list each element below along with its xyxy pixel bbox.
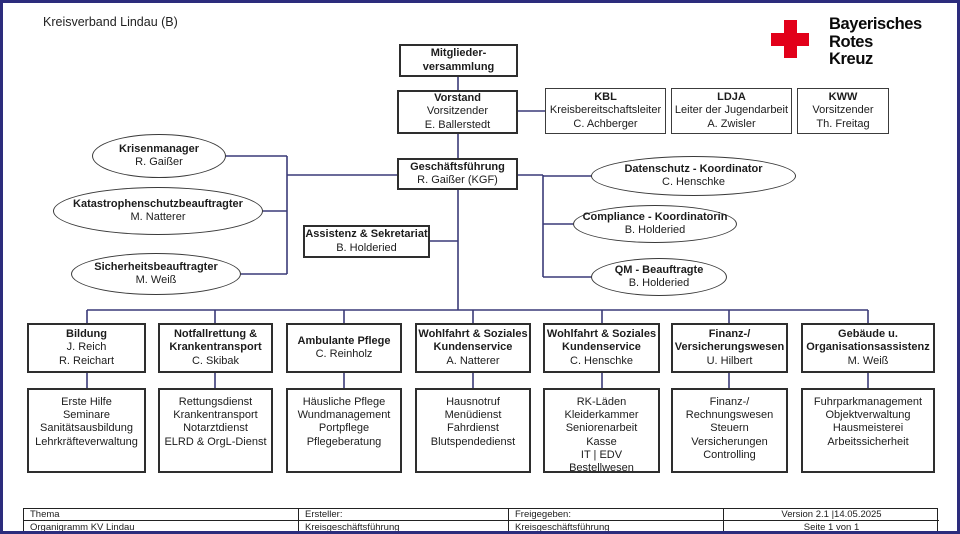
staff-ellipse-qm-beauftragte [591, 258, 727, 296]
staff-name: M. Natterer [130, 211, 186, 223]
node-title-lines [410, 161, 505, 175]
node-title-lines [434, 92, 481, 106]
text-line: Wohlfahrt & Soziales [418, 327, 528, 340]
node-title-lines [594, 91, 617, 105]
text-line: Th. Freitag [816, 117, 870, 130]
text-line: Rechnungswesen [685, 409, 774, 422]
node-title-lines [829, 91, 858, 105]
text-line: Rettungsdienst [178, 396, 253, 408]
text-line: C. Achberger [573, 117, 638, 130]
footer-value-thema: Organigramm KV Lindau [24, 521, 299, 533]
dept-title-lines [66, 328, 107, 342]
text-line: Steuern [710, 422, 749, 435]
node-detail-lines [336, 242, 397, 256]
staff-ellipse-datenschutz-koordinator [591, 156, 796, 196]
dept-detail-lines [570, 355, 633, 369]
node-title-lines [305, 228, 427, 242]
node-title-lines [423, 47, 495, 74]
node-detail-lines [425, 105, 490, 132]
footer-version: Version 2.1 |14.05.2025 [724, 509, 939, 521]
text-line: Mitglieder- [430, 47, 487, 59]
text-line: A. Natterer [446, 354, 500, 367]
text-line: Lehrkräfteverwaltung [35, 435, 138, 448]
dept-detail-lines [848, 355, 889, 369]
text-line: Gebäude u. [838, 327, 898, 340]
text-line: RK-Läden [576, 396, 627, 408]
dept-box-wohlfahrt-kundenservice-henschke [543, 323, 660, 373]
footer-page: Seite 1 von 1 [803, 521, 860, 533]
dept-title-lines [806, 328, 930, 355]
text-line: Seminare [62, 409, 111, 422]
staff-title: Compliance - Koordinatorin [582, 210, 728, 223]
text-line: Kreuz [829, 50, 873, 68]
text-line: Ambulante Pflege [297, 334, 391, 347]
text-line: J. Reich [66, 341, 107, 354]
text-line: Arbeitssicherheit [827, 435, 909, 448]
text-line: Hausmeisterei [832, 422, 904, 435]
dept-detail-lines [192, 355, 239, 369]
staff-name: B. Holderied [628, 277, 690, 289]
staff-name: B. Holderied [624, 224, 686, 236]
text-line: Notfallrettung & [173, 327, 258, 340]
node-kww [797, 88, 889, 134]
text-line: KBL [594, 90, 617, 103]
node-detail-lines [550, 104, 661, 131]
task-box-finanz [671, 388, 788, 473]
text-line: Kundenservice [433, 341, 513, 354]
staff-title: Krisenmanager [118, 142, 200, 155]
staff-ellipse-sicherheitsbeauftragter [71, 253, 241, 295]
dept-box-notfallrettung [158, 323, 273, 373]
dept-title-lines [418, 328, 527, 355]
text-line: E. Ballerstedt [424, 118, 491, 131]
task-box-bildung [27, 388, 146, 473]
text-line: Notarztdienst [183, 422, 248, 435]
text-line: Pflegeberatung [306, 435, 382, 448]
task-box-ambulante-pflege [286, 388, 402, 473]
dept-detail-lines [707, 355, 753, 369]
node-geschaeftsfuehrung [397, 158, 518, 190]
text-line: Objektverwaltung [825, 409, 911, 422]
text-line: Wohlfahrt & Soziales [546, 327, 657, 340]
text-line: IT | EDV [580, 448, 623, 461]
node-mitgliederversammlung [399, 44, 518, 77]
text-line: Hausnotruf [446, 396, 500, 408]
footer-value-ersteller: Kreisgeschäftsführung [299, 521, 509, 533]
text-line: Fahrdienst [447, 422, 499, 435]
footer-info-table [23, 508, 938, 532]
staff-ellipse-katastrophenschutzbeauftragter [53, 187, 263, 235]
node-title-lines [717, 91, 746, 105]
dept-title-lines [675, 328, 784, 355]
staff-title: Sicherheitsbeauftragter [94, 260, 218, 273]
footer-label-freigegeben: Freigegeben: [509, 509, 724, 521]
text-line: LDJA [717, 90, 746, 103]
text-line: C. Reinholz [315, 348, 373, 360]
text-line: Versicherungen [691, 435, 768, 448]
text-line: Vorsitzender [812, 104, 874, 117]
node-detail-lines [812, 104, 873, 131]
text-line: Sanitätsausbildung [40, 422, 133, 435]
dept-title-lines [298, 335, 391, 349]
text-line: Kreisbereitschaftsleiter [549, 104, 662, 117]
text-line: Häusliche Pflege [302, 396, 386, 408]
text-line: R. Gaißer (KGF) [417, 174, 498, 186]
node-kbl [545, 88, 666, 134]
text-line: Kasse [586, 435, 617, 448]
text-line: versammlung [422, 60, 495, 73]
red-cross-horizontal-bar [771, 33, 809, 46]
text-line: Vorsitzender [426, 105, 489, 118]
text-line: Bildung [66, 327, 107, 340]
text-line: Finanz-/ [709, 396, 750, 408]
text-line: Rotes [829, 32, 873, 51]
task-box-wohlfahrt-henschke [543, 388, 660, 473]
text-line: Bestellwesen [569, 462, 634, 475]
text-line: Finanz-/ [708, 327, 751, 340]
text-line: Bayerisches [829, 15, 922, 33]
text-line: Krankentransport [169, 341, 262, 354]
staff-name: M. Weiß [135, 274, 177, 286]
task-box-gebaeude [801, 388, 935, 473]
text-line: KWW [828, 90, 858, 103]
text-line: Seniorenarbeit [565, 422, 638, 435]
staff-name: C. Henschke [662, 176, 725, 188]
text-line: Blutspendedienst [430, 435, 516, 448]
text-line: R. Reichart [58, 354, 115, 367]
task-box-notfallrettung [158, 388, 273, 473]
footer-label-ersteller: Ersteller: [299, 509, 509, 521]
text-line: Krankentransport [173, 409, 258, 422]
text-line: Controlling [703, 448, 756, 461]
staff-ellipse-compliance-koordinatorin [573, 205, 737, 243]
text-line: Kleiderkammer [564, 409, 639, 422]
text-line: C. Skibak [191, 354, 240, 367]
dept-box-finanz-versicherungswesen [671, 323, 788, 373]
text-line: Vorstand [434, 91, 481, 104]
text-line: Wundmanagement [297, 409, 391, 422]
text-line: ELRD & OrgL-Dienst [164, 435, 267, 448]
dept-box-ambulante-pflege [286, 323, 402, 373]
text-line: Leiter der Jugendarbeit [674, 104, 789, 117]
staff-ellipse-krisenmanager [92, 134, 226, 178]
text-line: U. Hilbert [706, 354, 753, 367]
dept-box-gebaeude-organisationsassistenz [801, 323, 935, 373]
node-vorstand [397, 90, 518, 134]
text-line: Portpflege [318, 422, 370, 435]
dept-detail-lines [59, 341, 114, 368]
text-line: Assistenz & Sekretariat [305, 228, 428, 240]
red-cross-icon [771, 20, 809, 58]
text-line: M. Weiß [847, 354, 889, 367]
page-title: Kreisverband Lindau (B) [43, 15, 178, 29]
text-line: Kundenservice [562, 341, 641, 354]
footer-value-freigegeben: Kreisgeschäftsführung [509, 521, 724, 533]
text-line: Erste Hilfe [61, 396, 112, 408]
text-line: Menüdienst [444, 409, 502, 422]
text-line: Organisationsassistenz [806, 341, 930, 354]
staff-title: Datenschutz - Koordinator [624, 162, 763, 175]
dept-title-lines [547, 328, 656, 355]
dept-detail-lines [316, 348, 373, 362]
dept-box-bildung [27, 323, 146, 373]
staff-name: R. Gaißer [135, 156, 183, 168]
text-line: Geschäftsführung [410, 160, 505, 173]
node-detail-lines [675, 104, 788, 131]
text-line: C. Henschke [570, 354, 633, 367]
text-line: Versicherungswesen [674, 341, 785, 354]
task-box-wohlfahrt-natterer [415, 388, 531, 473]
text-line: A. Zwisler [707, 117, 756, 130]
text-line: B. Holderied [336, 241, 397, 254]
brk-logo-text [829, 16, 922, 69]
node-detail-lines [417, 174, 498, 188]
text-line: Fuhrparkmanagement [813, 396, 923, 408]
dept-box-wohlfahrt-kundenservice-natterer [415, 323, 531, 373]
staff-title: QM - Beauftragte [614, 263, 704, 276]
footer-label-thema: Thema [24, 509, 299, 521]
dept-detail-lines [446, 355, 499, 369]
node-assistenz-sekretariat [303, 225, 430, 258]
dept-title-lines [169, 328, 261, 355]
staff-title: Katastrophenschutzbeauftragter [73, 197, 243, 210]
node-ldja [671, 88, 792, 134]
